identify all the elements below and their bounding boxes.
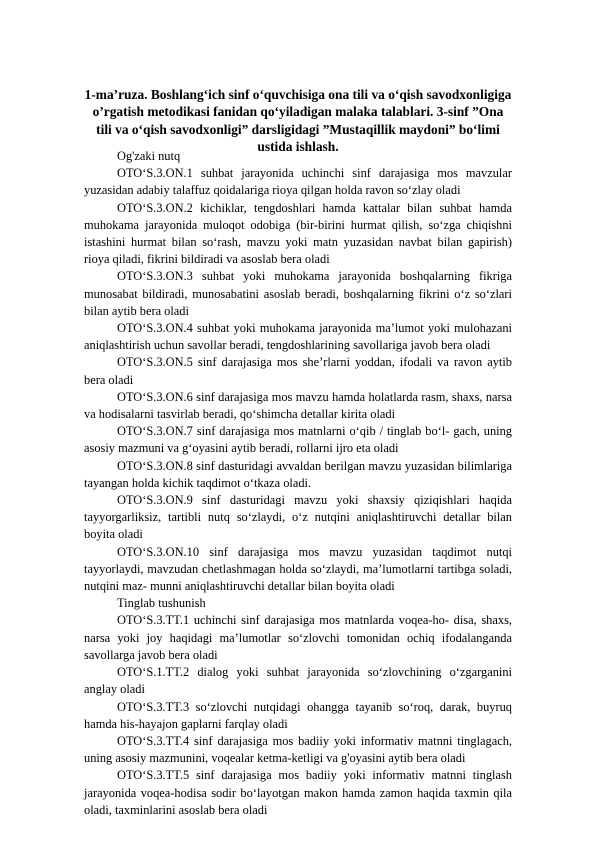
paragraph: OTO‘S.3.TT.3 so‘zlovchi nutqidagi ohangga tayanib so‘roq, darak, buyruq hamda his-hayajon gaplarni farqlay oladi [84, 699, 512, 731]
paragraph: OTO‘S.3.ON.2 kichiklar, tengdoshlari hamda kattalar bilan suhbat hamda muhokama jarayonida muloqot odobiga (bir-birini hurmat qilish, so‘zga chiqishni istashini hurmat bilan so‘rash, mavzu yoki matn yuzasidan navbat bilan gapirish) rioya qiladi, fikrini bildiradi va asoslab bera oladi [84, 200, 512, 267]
paragraph: OTO‘S.3.TT.5 sinf darajasiga mos badiiy yoki informativ matnni tinglash jarayonida voqea-hodisa sodir bo‘layotgan makon hamda zamon haqida taxmin qila oladi, taxminlarini asoslab bera oladi [84, 768, 512, 817]
paragraph: OTO‘S.1.TT.2 dialog yoki suhbat jarayonida so‘zlovchining o‘zgarganini anglay oladi [84, 665, 512, 697]
paragraph: OTO‘S.3.ON.1 suhbat jarayonida uchinchi sinf darajasiga mos mavzular yuzasidan adabiy talaffuz qoidalariga rioya qilgan holda ravon so‘zlay oladi [84, 166, 512, 198]
paragraph: OTO‘S.3.ON.6 sinf darajasiga mos mavzu hamda holatlarda rasm, shaxs, narsa va hodisalarni tasvirlab beradi, qo‘shimcha detallar kirita oladi [84, 389, 512, 422]
paragraph: OTO‘S.3.ON.7 sinf darajasiga mos matnlarni o‘qib / tinglab bo‘l- gach, uning asosiy mazmuni va g‘oyasini aytib beradi, rollarni ijro eta oladi [84, 424, 512, 456]
section-heading-listening: Tinglab tushunish [117, 596, 206, 611]
paragraph: OTO‘S.3.ON.4 suhbat yoki muhokama jarayonida ma’lumot yoki mulohazani aniqlashtirish uchun savollar beradi, tengdoshlarining savollariga javob bera oladi [84, 321, 512, 353]
paragraph: OTO‘S.3.ON.3 suhbat yoki muhokama jarayonida boshqalarning fikriga munosabat bildiradi, munosabatini asoslab beradi, boshqalarning fikrini o‘z so‘zlari bilan aytib bera oladi [84, 269, 512, 318]
paragraph: OTO‘S.3.ON.10 sinf darajasiga mos mavzu yuzasidan taqdimot nutqi tayyorlaydi, mavzudan chetlashmagan holda so‘zlaydi, ma’lumotlarni tartibga soladi, nutqini maz- munni aniqlashtiruvchi detallar bilan boyita oladi [84, 544, 512, 594]
document-body [84, 148, 512, 819]
lecture-title: 1-ma’ruza. Boshlang‘ich sinf o‘quvchisiga ona tili va o‘qish savodxonligiga o’rgatish metodikasi fanidan qo‘yiladigan malaka talablari. 3-sinf ”Ona tili va o‘qish savodxonligi” darsligidagi ”Mustaqillik maydoni” bo‘limi ustida ishlash. [84, 87, 512, 155]
paragraph: OTO‘S.3.TT.4 sinf darajasiga mos badiiy yoki informativ matnni tinglagach, uning asosiy mazmunini, voqealar ketma-ketligi va g'oyasini aytib bera oladi [84, 733, 512, 766]
paragraph: OTO‘S.3.TT.1 uchinchi sinf darajasiga mos matnlarda voqea-ho- disa, shaxs, narsa yoki joy haqidagi ma’lumotlar so‘zlovchi tomonidan ochiq ifodalanganda savollarga javob bera oladi [84, 613, 512, 662]
section-heading-oral-speech: Og'zaki nutq [117, 149, 181, 163]
paragraph: OTO‘S.3.ON.9 sinf dasturidagi mavzu yoki shaxsiy qiziqishlari haqida tayyorgarliksiz, tartibli nutq so‘zlaydi, o‘z nutqini aniqlashtiruvchi detallar bilan boyita oladi [84, 493, 512, 542]
paragraph: OTO‘S.3.ON.5 sinf darajasiga mos she’rlarni yoddan, ifodali va ravon aytib bera oladi [84, 355, 512, 387]
paragraph: OTO‘S.3.ON.8 sinf dasturidagi avvaldan berilgan mavzu yuzasidan bilimlariga tayangan holda kichik taqdimot o‘tkaza oladi. [84, 458, 512, 490]
